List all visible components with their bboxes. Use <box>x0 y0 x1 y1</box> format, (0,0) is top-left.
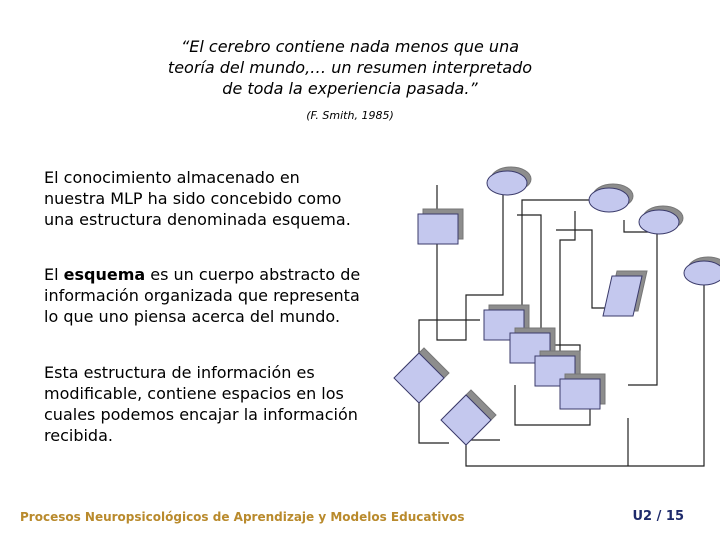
paragraph-esquema-suffix: es un cuerpo abstracto de información organizada que representa lo que uno piensa acerca del mundo. <box>44 265 361 326</box>
diamond-node <box>394 348 449 403</box>
paragraph-estructura: Esta estructura de información es modificable, contiene espacios en los cuales podemos encajar la información recibida. <box>44 363 358 445</box>
ellipse-node <box>684 257 720 285</box>
quote-line-3: de toda la experiencia pasada.” <box>222 79 478 98</box>
link <box>522 200 606 305</box>
ellipse-node <box>639 206 683 234</box>
link <box>560 211 575 360</box>
paragraph-esquema-prefix: El <box>44 265 64 284</box>
square-node <box>560 374 605 409</box>
ellipse-node <box>487 167 531 195</box>
parallelogram-node <box>603 271 647 316</box>
diagram-nodes <box>394 167 720 445</box>
paragraph-conocimiento: El conocimiento almacenado en nuestra MLP ha sido concebido como una estructura denominada esquema. <box>44 168 351 229</box>
quote-line-1: “El cerebro contiene nada menos que una <box>180 37 520 56</box>
ellipse-node <box>589 184 633 212</box>
quote-citation: (F. Smith, 1985) <box>306 109 394 122</box>
diamond-node <box>441 390 496 445</box>
link <box>419 320 480 338</box>
square-node <box>418 209 463 244</box>
course-title: Procesos Neuropsicológicos de Aprendizaje y Modelos Educativos <box>20 510 465 524</box>
page-number: U2 / 15 <box>632 509 684 524</box>
quote-line-2: teoría del mundo,… un resumen interpretado <box>167 58 533 77</box>
term-esquema: esquema <box>63 265 146 284</box>
